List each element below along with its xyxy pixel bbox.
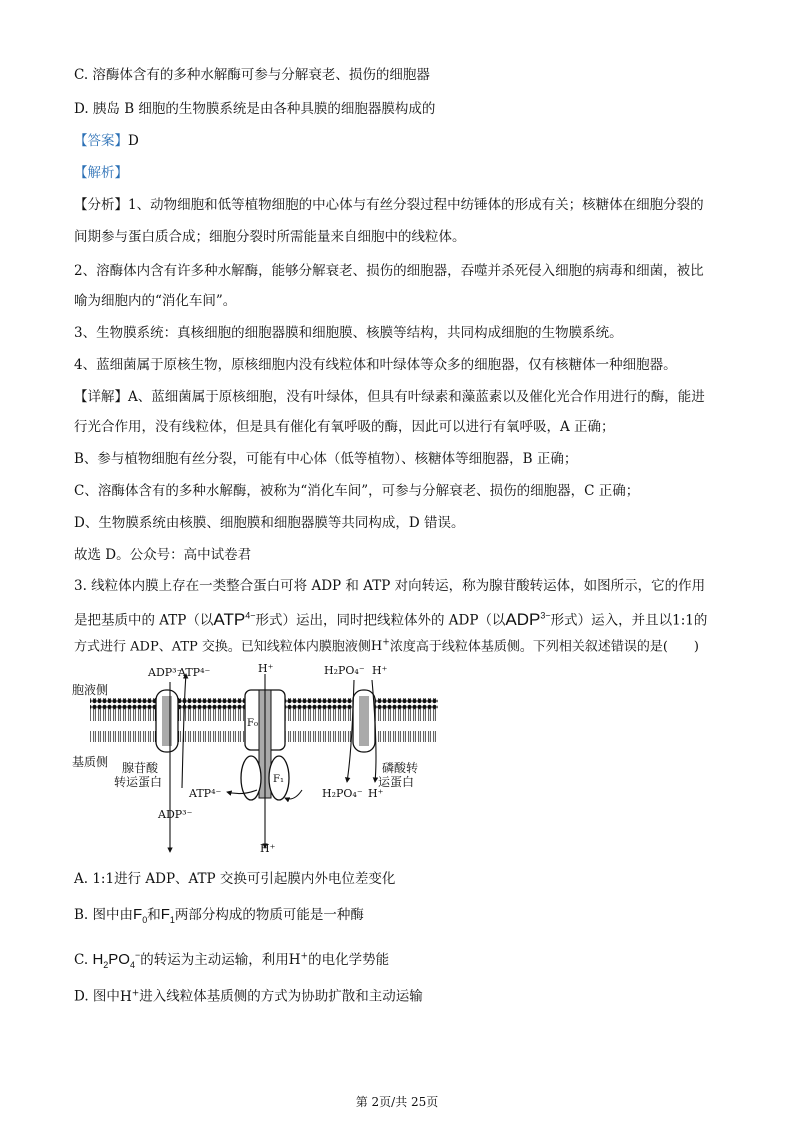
h2po4-bottom-label: H₂PO₄⁻ xyxy=(322,787,363,800)
h-ion: H+ xyxy=(119,988,140,1005)
analysis-point-2a: 2、溶酶体内含有许多种水解酶，能够分解衰老、损伤的细胞器，吞噬并杀死侵入细胞的病毒和细菌，被比 xyxy=(74,263,704,279)
atp-bottom-label: ATP⁴⁻ xyxy=(189,787,222,800)
analysis-text-1a: 1、动物细胞和低等植物细胞的中心体与有丝分裂过程中纺锤体的形成有关；核糖体在细胞分裂的 xyxy=(128,197,704,213)
option-c-previous: C. 溶酶体含有的多种水解酶可参与分解衰老、损伤的细胞器 xyxy=(74,67,430,83)
f0-term: $F_0$ xyxy=(133,906,148,925)
atp-ion: $ATP^{4-}$ xyxy=(213,609,256,629)
phosphate-transporter xyxy=(353,690,375,752)
adp-ion: $ADP^{3-}$ xyxy=(505,609,551,629)
answer-value: D xyxy=(128,133,139,149)
option-a-letter: A. xyxy=(74,871,93,887)
option-d xyxy=(74,984,423,1006)
answer-line xyxy=(74,132,139,150)
adenine-nucleotide-translocase xyxy=(156,690,178,752)
option-a xyxy=(74,870,395,888)
fenxi-tag: 【分析】 xyxy=(74,197,128,213)
detail-b: B、参与植物细胞有丝分裂，可能有中心体（低等植物）、核糖体等细胞器，B 正确； xyxy=(74,451,578,467)
question-3-line-1: 3. 线粒体内膜上存在一类整合蛋白可将 ADP 和 ATP 对向转运，称为腺苷酸转运体，如图所示，它的作用 xyxy=(74,578,706,594)
analysis-tag: 【解析】 xyxy=(74,165,128,181)
option-d-text: 进入线粒体基质侧的方式为协助扩散和主动运输 xyxy=(139,988,423,1005)
ratio: 1:1 xyxy=(672,612,694,629)
ratio: 1:1 xyxy=(92,871,115,887)
xiangjie-tag: 【详解】 xyxy=(74,389,128,405)
q3-text: 形式）运出，同时把线粒体外的 ADP（以 xyxy=(255,612,506,629)
detail-a-2: 行光合作用，没有线粒体，但是具有催化有氧呼吸的酶，因此可以进行有氧呼吸，A 正确； xyxy=(74,419,615,435)
adp-top-label: ADP³⁻ xyxy=(148,666,183,679)
cytosol-side-label: 胞液侧 xyxy=(72,683,109,697)
q3-text: 形式）运入，并且以 xyxy=(550,612,673,629)
option-b-text: 两部分构成的物质可能是一种酶 xyxy=(174,907,364,923)
transporter1-label-1: 腺苷酸 xyxy=(122,761,159,775)
h-ion: H+ xyxy=(370,638,390,655)
option-b xyxy=(74,906,364,929)
option-b-text: B. 图中由 xyxy=(74,907,134,923)
h-bottom-label-2: H⁺ xyxy=(368,787,384,800)
mitochondrial-membrane-figure xyxy=(72,660,442,855)
detail-a-1 xyxy=(74,388,705,406)
analysis-point-1a xyxy=(74,196,704,214)
h2po4-term: $H_2PO_4^-$ xyxy=(92,950,141,970)
question-3-line-2 xyxy=(74,606,707,630)
option-c xyxy=(74,946,389,974)
q3-text: 的 xyxy=(693,612,708,629)
option-c-letter: C. xyxy=(74,952,93,968)
question-3-line-3 xyxy=(74,634,699,656)
conclusion: 故选 D。公众号：高中试卷君 xyxy=(74,547,252,563)
page-footer: 第 2页/共 25页 xyxy=(355,1095,439,1109)
h-top-label: H⁺ xyxy=(258,662,274,675)
transporter2-label-2: 运蛋白 xyxy=(378,775,415,789)
option-a-text: 进行 ADP、ATP 交换可引起膜内外电位差变化 xyxy=(114,871,396,887)
detail-c: C、溶酶体含有的多种水解酶，被称为“消化车间”，可参与分解衰老、损伤的细胞器，C 正确； xyxy=(74,483,640,499)
h2po4-top-label: H₂PO₄⁻ xyxy=(324,664,365,677)
option-b-text: 和 xyxy=(147,907,161,923)
analysis-point-2b: 喻为细胞内的“消化车间”。 xyxy=(74,293,237,309)
option-c-text: 的电化学势能 xyxy=(308,952,390,968)
analysis-point-4: 4、蓝细菌属于原核生物，原核细胞内没有线粒体和叶绿体等众多的细胞器，仅有核糖体一种细胞器。 xyxy=(74,357,677,373)
answer-tag: 【答案】 xyxy=(74,133,128,149)
q3-text: 方式进行 ADP、ATP 交换。已知线粒体内膜胞液侧 xyxy=(74,639,371,655)
q3-text: 是把基质中的 ATP（以 xyxy=(74,612,214,629)
option-c-text: 的转运为主动运输，利用 xyxy=(140,952,289,968)
analysis-point-3: 3、生物膜系统：真核细胞的细胞器膜和细胞膜、核膜等结构，共同构成细胞的生物膜系统。 xyxy=(74,325,623,341)
adp-bottom-label: ADP³⁻ xyxy=(158,808,193,821)
detail-text-a1: A、蓝细菌属于原核细胞，没有叶绿体，但具有叶绿素和藻蓝素以及催化光合作用进行的酶，能进 xyxy=(128,389,705,405)
h-bottom-label: H⁺ xyxy=(260,842,276,855)
atp-top-label: ATP⁴⁻ xyxy=(178,666,211,679)
f0-label: F₀ xyxy=(247,718,258,729)
option-d-text: D. 图中 xyxy=(74,988,120,1005)
h-top-label-2: H⁺ xyxy=(372,664,388,677)
matrix-side-label: 基质侧 xyxy=(72,755,109,769)
f1-label: F₁ xyxy=(273,774,284,785)
transporter2-label-1: 磷酸转 xyxy=(382,761,419,775)
option-d-previous: D. 胰岛 B 细胞的生物膜系统是由各种具膜的细胞器膜构成的 xyxy=(74,101,436,117)
h-ion: H+ xyxy=(288,951,309,968)
transporter1-label-2: 转运蛋白 xyxy=(114,775,163,789)
f1-term: $F_1$ xyxy=(160,906,175,925)
analysis-point-1b: 间期参与蛋白质合成；细胞分裂时所需能量来自细胞中的线粒体。 xyxy=(74,229,466,245)
detail-d: D、生物膜系统由核膜、细胞膜和细胞器膜等共同构成，D 错误。 xyxy=(74,515,465,531)
q3-text: 浓度高于线粒体基质侧。下列相关叙述错误的是( ) xyxy=(389,639,699,655)
